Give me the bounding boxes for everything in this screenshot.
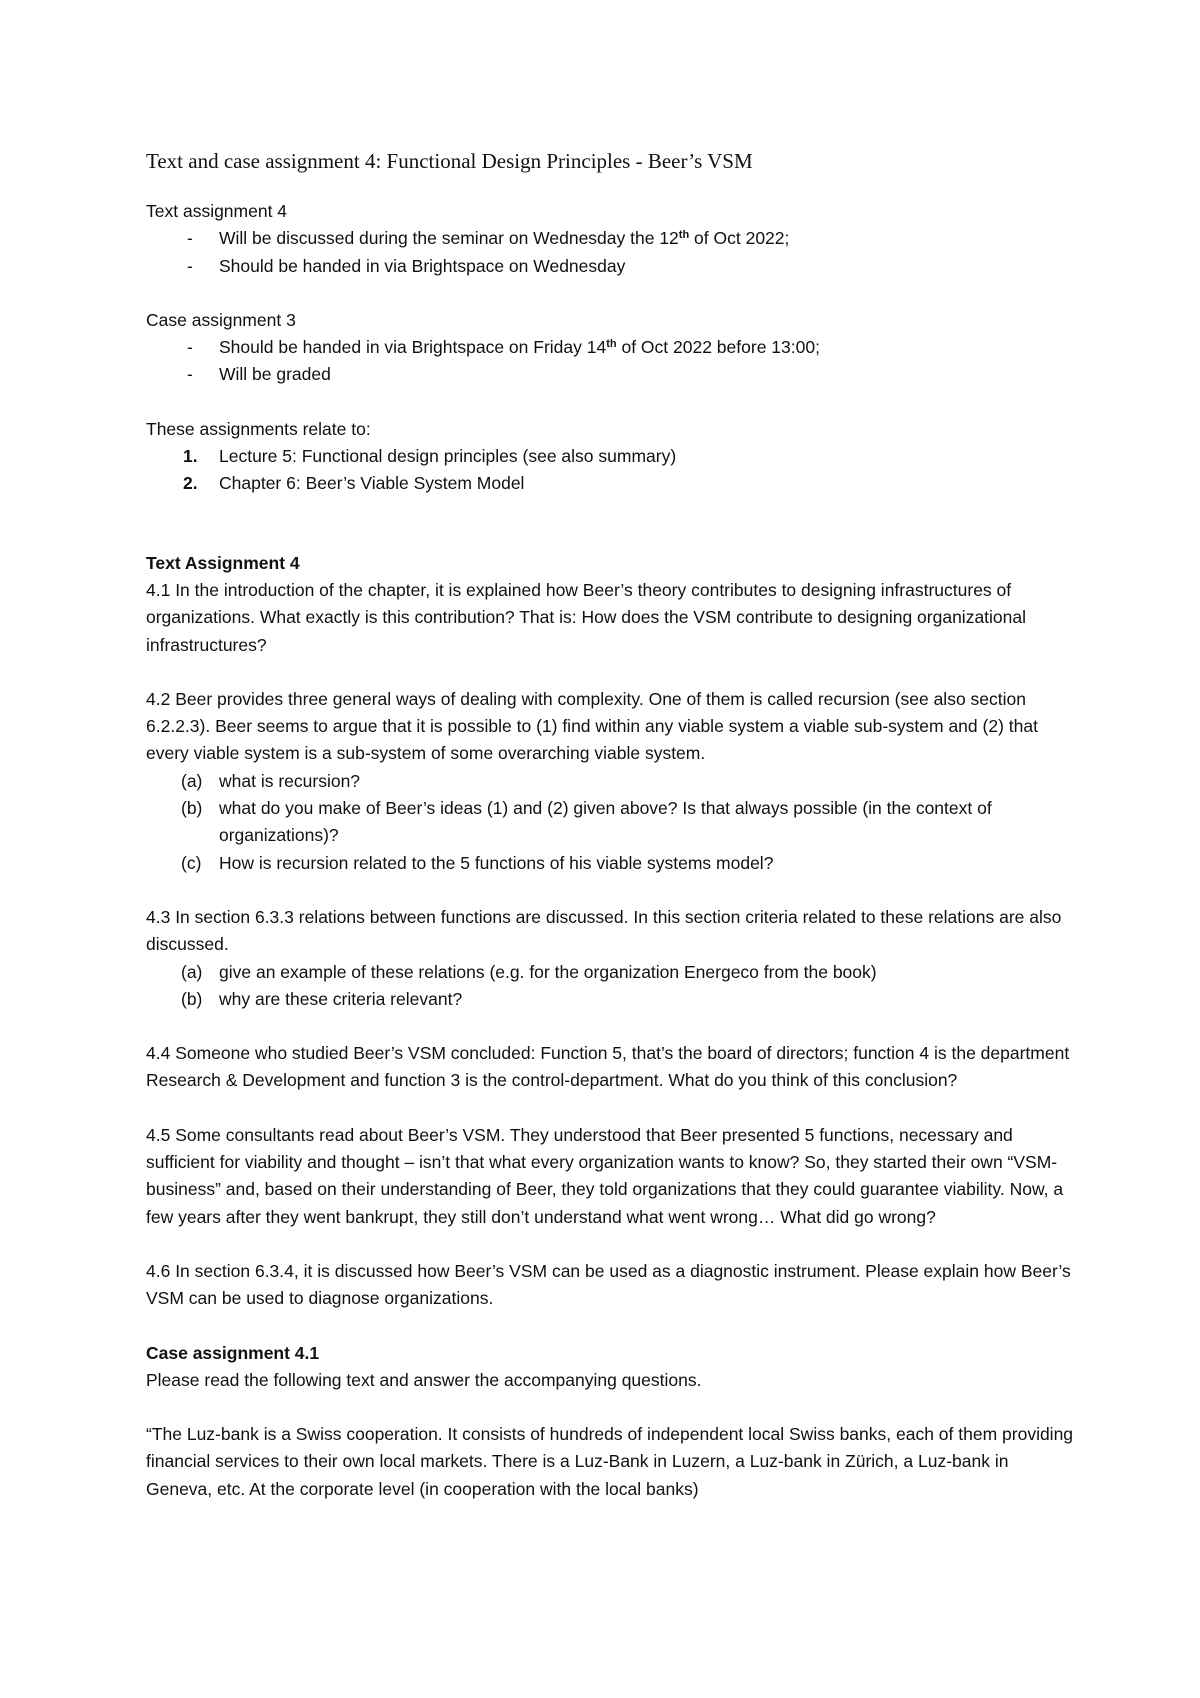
list-item-text: give an example of these relations (e.g. for the organization Energeco from the book) — [219, 961, 877, 982]
list-letter: (a) — [181, 770, 203, 791]
relates-to-section — [146, 416, 1076, 498]
text-assignment-intro-heading: Text assignment 4 — [146, 201, 288, 221]
list-item — [146, 986, 1076, 1013]
question-4-1: 4.1 In the introduction of the chapter, it is explained how Beer’s theory contributes to designing infrastructures of organizations. What exactly is this contribution? That is: How does the VSM contribute to designing organizational infrastructures? — [146, 579, 1027, 655]
relates-to-list — [146, 443, 1076, 498]
relates-to-heading: These assignments relate to: — [146, 418, 371, 439]
question-4-3-text: 4.3 In section 6.3.3 relations between functions are discussed. In this section criteria related to these relations are also discussed. — [146, 906, 1062, 955]
question-4-2-list — [146, 768, 1076, 877]
list-item — [146, 334, 1076, 361]
case-instruction: Please read the following text and answer the accompanying questions. — [146, 1369, 702, 1390]
list-item — [146, 959, 1076, 986]
case-assignment-4-1-section — [146, 1340, 1076, 1503]
list-item — [146, 225, 1076, 252]
list-item-text: what do you make of Beer’s ideas (1) and (2) given above? Is that always possible (in the context of organizations)? — [219, 798, 992, 846]
list-letter: (c) — [181, 852, 202, 873]
text-assignment-intro-section — [146, 198, 1076, 280]
list-item-text: Should be handed in via Brightspace on Friday 14 — [219, 337, 607, 358]
dash-bullet-icon: - — [187, 255, 193, 276]
list-number: 2. — [183, 473, 198, 494]
case-assignment-3-list — [146, 334, 1076, 389]
text-assignment-intro-list — [146, 225, 1076, 280]
list-item-text: what is recursion? — [219, 770, 361, 791]
list-letter: (b) — [181, 988, 203, 1009]
case-quote: “The Luz-bank is a Swiss cooperation. It consists of hundreds of independent local Swiss banks, each of them providing financial services to their own local markets. There is a Luz-Bank in Luzern, a Luz-bank in Zürich, a Luz-bank in Geneva, etc. At the corporate level (in cooperation with the local banks) — [146, 1424, 1074, 1499]
list-item — [146, 470, 1076, 497]
dash-bullet-icon: - — [187, 337, 193, 358]
list-letter: (b) — [181, 798, 203, 819]
list-item-text-cont: of Oct 2022; — [689, 228, 790, 249]
list-letter: (a) — [181, 961, 203, 982]
superscript: th — [678, 229, 690, 242]
case-assignment-3-heading: Case assignment 3 — [146, 309, 296, 330]
list-item — [146, 768, 1076, 795]
list-item — [146, 850, 1076, 877]
question-4-5: 4.5 Some consultants read about Beer’s VSM. They understood that Beer presented 5 functions, necessary and sufficient for viability and thought – isn’t that what every organization wants to know? So, they started their own “VSM-business” and, based on their understanding of Beer, they told organizations that they could guarantee viability. Now, a few years after they went bankrupt, they still don’t understand what went wrong… What did go wrong? — [146, 1124, 1064, 1227]
list-item-text: Will be discussed during the seminar on Wednesday the 12 — [219, 228, 679, 249]
question-4-2 — [146, 686, 1076, 877]
list-item-text: Chapter 6: Beer’s Viable System Model — [219, 473, 525, 494]
dash-bullet-icon: - — [187, 364, 193, 385]
list-item-text-cont: of Oct 2022 before 13:00; — [616, 337, 820, 358]
question-4-3-list — [146, 959, 1076, 1014]
case-assignment-3-section — [146, 307, 1076, 389]
superscript: th — [606, 338, 617, 351]
list-item-text: Will be graded — [219, 364, 331, 385]
text-assignment-4-section — [146, 550, 1076, 1313]
document-page — [146, 146, 1076, 1503]
dash-bullet-icon: - — [187, 228, 193, 249]
text-assignment-4-heading: Text Assignment 4 — [146, 552, 300, 573]
question-4-4: 4.4 Someone who studied Beer’s VSM concluded: Function 5, that’s the board of directors; function 4 is the department Research & Development and function 3 is the control-department. What do you think of this conclusion? — [146, 1043, 1070, 1091]
document-title: Text and case assignment 4: Functional Design Principles - Beer’s VSM — [146, 149, 753, 173]
list-number: 1. — [183, 446, 198, 467]
case-assignment-4-1-heading: Case assignment 4.1 — [146, 1342, 320, 1363]
question-4-6: 4.6 In section 6.3.4, it is discussed how Beer’s VSM can be used as a diagnostic instrument. Please explain how Beer’s VSM can be used to diagnose organizations. — [146, 1260, 1071, 1309]
list-item — [146, 253, 1076, 280]
list-item-text: why are these criteria relevant? — [219, 988, 463, 1009]
list-item — [146, 443, 1076, 470]
list-item — [146, 795, 1076, 850]
list-item-text: Lecture 5: Functional design principles (see also summary) — [219, 446, 677, 467]
question-4-2-text: 4.2 Beer provides three general ways of dealing with complexity. One of them is called recursion (see also section 6.2.2.3). Beer seems to argue that it is possible to (1) find within any viable system a viable sub-system and (2) that every viable system is a sub-system of some overarching viable system. — [146, 688, 1038, 764]
list-item-text: Should be handed in via Brightspace on Wednesday — [219, 255, 626, 276]
list-item-text: How is recursion related to the 5 functions of his viable systems model? — [219, 852, 774, 873]
question-4-3 — [146, 904, 1076, 1013]
list-item — [146, 361, 1076, 388]
